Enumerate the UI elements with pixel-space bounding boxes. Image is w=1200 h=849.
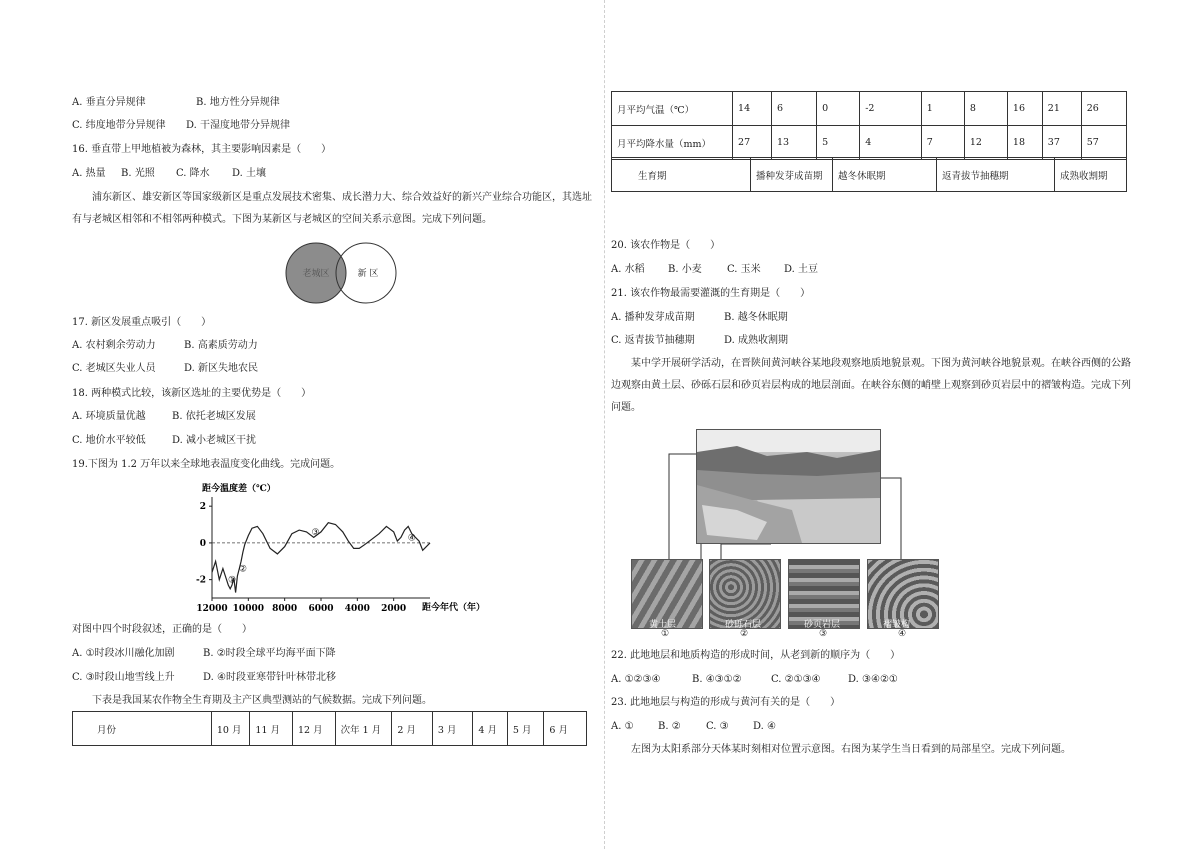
chart-series bbox=[212, 523, 430, 593]
table-cell: 57 bbox=[1081, 126, 1126, 160]
q16-option-c: C. 降水 bbox=[176, 168, 210, 179]
table-cell: 生育期 bbox=[612, 158, 751, 192]
q16-option-d: D. 土壤 bbox=[232, 168, 267, 179]
climate-table-part1 bbox=[72, 711, 587, 746]
right-column bbox=[611, 0, 1131, 849]
q20-option-a: A. 水稻 bbox=[611, 264, 645, 275]
q20-stem: 20. 该农作物是（ ） bbox=[611, 240, 721, 251]
table-row-precipitation bbox=[612, 126, 1127, 160]
q19-option-d: D. ④时段亚寒带针叶林带北移 bbox=[203, 672, 336, 683]
table-row-month bbox=[73, 712, 587, 746]
period-marker-1: ① bbox=[227, 575, 237, 586]
table-cell: -2 bbox=[860, 92, 922, 126]
table-cell: 越冬休眠期 bbox=[833, 158, 937, 192]
table-cell: 成熟收割期 bbox=[1055, 158, 1127, 192]
q16-option-a: A. 热量 bbox=[72, 168, 106, 179]
old-city-label: 老城区 bbox=[302, 269, 330, 279]
table-cell: 13 bbox=[772, 126, 817, 160]
chart-y-label: 距今温度差（℃） bbox=[202, 484, 276, 494]
q22-option-a: A. ①②③④ bbox=[611, 674, 661, 685]
q19-option-a: A. ①时段冰川融化加剧 bbox=[72, 648, 175, 659]
table-cell: 12 bbox=[964, 126, 1007, 160]
photo-number-1: ① bbox=[661, 629, 670, 639]
q23-option-d: D. ④ bbox=[753, 721, 776, 732]
period-marker-4: ④ bbox=[407, 533, 416, 544]
table-cell: 18 bbox=[1007, 126, 1042, 160]
table-cell: 4 月 bbox=[473, 712, 507, 746]
y-tick-label: -2 bbox=[196, 575, 206, 586]
q23-option-c: C. ③ bbox=[706, 721, 729, 732]
table-cell: 2 月 bbox=[392, 712, 433, 746]
q19-option-c: C. ③时段山地雪线上升 bbox=[72, 672, 175, 683]
q19-question: 对图中四个时段叙述，正确的是（ ） bbox=[72, 624, 252, 635]
table-cell: 月份 bbox=[73, 712, 212, 746]
table-cell: 27 bbox=[733, 126, 772, 160]
table-cell: 6 月 bbox=[544, 712, 587, 746]
photo-label-3: 砂页岩层 bbox=[804, 620, 841, 630]
table-cell: 7 bbox=[921, 126, 964, 160]
q18-stem: 18. 两种模式比较，该新区选址的主要优势是（ ） bbox=[72, 388, 312, 399]
table-cell: 37 bbox=[1042, 126, 1081, 160]
new-zone-label: 新 区 bbox=[357, 269, 379, 279]
x-tick-label: 12000 bbox=[196, 604, 228, 614]
left-column bbox=[72, 0, 592, 849]
q20-option-b: B. 小麦 bbox=[668, 264, 702, 275]
passage-new-zone: 浦东新区、雄安新区等国家级新区是重点发展技术密集、成长潜力大、综合效益好的新兴产业综合功能区，其选址有与老城区相邻和不相邻两种模式。下图为某新区与老城区的空间关系示意图。完成下列问题。 bbox=[72, 192, 592, 225]
photo-number-2: ② bbox=[740, 629, 749, 639]
photo-label-2: 砂砾石层 bbox=[725, 620, 762, 630]
q15-option-c: C. 纬度地带分异规律 bbox=[72, 120, 166, 131]
x-tick-label: 6000 bbox=[308, 604, 334, 614]
canyon-photo bbox=[696, 429, 881, 544]
table-cell: 月平均降水量（mm） bbox=[612, 126, 733, 160]
q18-option-d: D. 减小老城区干扰 bbox=[172, 435, 257, 446]
q23-option-a: A. ① bbox=[611, 721, 634, 732]
table-cell: 5 月 bbox=[507, 712, 543, 746]
q18-option-b: B. 依托老城区发展 bbox=[172, 411, 256, 422]
q17-stem: 17. 新区发展重点吸引（ ） bbox=[72, 317, 212, 328]
canyon-figure bbox=[631, 426, 913, 643]
q21-option-d: D. 成熟收割期 bbox=[724, 335, 789, 346]
q22-option-d: D. ③④②① bbox=[848, 674, 898, 685]
period-marker-3: ③ bbox=[311, 527, 320, 538]
q15-option-d: D. 干湿度地带分异规律 bbox=[186, 120, 291, 131]
q15-option-b: B. 地方性分异规律 bbox=[196, 97, 280, 108]
page-divider bbox=[604, 0, 605, 849]
q21-option-c: C. 返青拔节抽穗期 bbox=[611, 335, 695, 346]
photo-label-1: 黄土层 bbox=[649, 620, 677, 630]
q23-option-b: B. ② bbox=[658, 721, 681, 732]
q21-option-a: A. 播种发芽成苗期 bbox=[611, 312, 695, 323]
table-cell: 10 月 bbox=[211, 712, 250, 746]
q20-option-c: C. 玉米 bbox=[727, 264, 761, 275]
q18-option-c: C. 地价水平较低 bbox=[72, 435, 146, 446]
y-tick-label: 2 bbox=[199, 502, 206, 513]
table-cell: 12 月 bbox=[292, 712, 335, 746]
q17-option-d: D. 新区失地农民 bbox=[184, 363, 259, 374]
photo-number-4: ④ bbox=[898, 629, 907, 639]
q17-option-a: A. 农村剩余劳动力 bbox=[72, 340, 156, 351]
q17-option-c: C. 老城区失业人员 bbox=[72, 363, 156, 374]
q19-option-b: B. ②时段全球平均海平面下降 bbox=[203, 648, 336, 659]
photo-number-3: ③ bbox=[819, 629, 828, 639]
period-marker-2: ② bbox=[238, 564, 247, 575]
q23-stem: 23. 此地地层与构造的形成与黄河有关的是（ ） bbox=[611, 697, 841, 708]
temperature-chart bbox=[190, 478, 490, 618]
table-cell: 11 月 bbox=[250, 712, 293, 746]
table-cell: 8 bbox=[964, 92, 1007, 126]
q21-stem: 21. 该农作物最需要灌溉的生育期是（ ） bbox=[611, 288, 811, 299]
q22-option-b: B. ④③①② bbox=[692, 674, 742, 685]
chart-markers bbox=[228, 528, 416, 586]
table-cell: 0 bbox=[817, 92, 860, 126]
temperature-curve bbox=[212, 523, 430, 593]
q18-option-a: A. 环境质量优越 bbox=[72, 411, 146, 422]
table-cell: 返青拔节抽穗期 bbox=[937, 158, 1055, 192]
q21-option-b: B. 越冬休眠期 bbox=[724, 312, 788, 323]
table-cell: 26 bbox=[1081, 92, 1126, 126]
venn-diagram bbox=[282, 240, 402, 310]
q20-option-d: D. 土豆 bbox=[784, 264, 819, 275]
x-tick-label: 8000 bbox=[272, 604, 298, 614]
photo-label-4: 褶皱构造 bbox=[883, 620, 911, 643]
table-cell: 月平均气温（℃） bbox=[612, 92, 733, 126]
passage-solar-system: 左图为太阳系部分天体某时刻相对位置示意图。右图为某学生当日看到的局部星空。完成下列问题。 bbox=[631, 744, 1071, 755]
x-tick-label: 2000 bbox=[381, 604, 407, 614]
chart-x-label: 距今年代（年） bbox=[422, 603, 486, 613]
x-tick-label: 10000 bbox=[232, 604, 264, 614]
table-cell: 次年 1 月 bbox=[335, 712, 392, 746]
growth-period-table bbox=[611, 157, 1127, 192]
table-cell: 1 bbox=[921, 92, 964, 126]
table-row-growth bbox=[612, 158, 1127, 192]
table-cell: 21 bbox=[1042, 92, 1081, 126]
table-cell: 4 bbox=[860, 126, 922, 160]
chart-ticks bbox=[196, 502, 406, 614]
chart-axes bbox=[212, 497, 430, 598]
q17-option-b: B. 高素质劳动力 bbox=[184, 340, 258, 351]
table-row-temperature bbox=[612, 92, 1127, 126]
q22-stem: 22. 此地地层和地质构造的形成时间，从老到新的顺序为（ ） bbox=[611, 650, 901, 661]
q16-option-b: B. 光照 bbox=[121, 168, 155, 179]
q22-option-c: C. ②①③④ bbox=[771, 674, 821, 685]
q16-stem: 16. 垂直带上甲地植被为森林，其主要影响因素是（ ） bbox=[72, 144, 332, 155]
table-cell: 播种发芽成苗期 bbox=[751, 158, 833, 192]
table-intro: 下表是我国某农作物全生育期及主产区典型测站的气候数据。完成下列问题。 bbox=[92, 695, 432, 706]
table-cell: 3 月 bbox=[432, 712, 473, 746]
table-cell: 14 bbox=[733, 92, 772, 126]
x-tick-label: 4000 bbox=[344, 604, 370, 614]
climate-table-part2 bbox=[611, 91, 1127, 160]
q19-stem: 19.下图为 1.2 万年以来全球地表温度变化曲线。完成问题。 bbox=[72, 459, 341, 470]
canyon-photo-drawing bbox=[697, 430, 880, 543]
y-tick-label: 0 bbox=[199, 538, 206, 549]
table-cell: 6 bbox=[772, 92, 817, 126]
table-cell: 16 bbox=[1007, 92, 1042, 126]
table-cell: 5 bbox=[817, 126, 860, 160]
passage-yellow-river: 某中学开展研学活动，在晋陕间黄河峡谷某地段观察地质地貌景观。下图为黄河峡谷地貌景观。在峡谷西侧的公路边观察由黄土层、砂砾石层和砂页岩层构成的地层剖面。在峡谷东侧的峭壁上观察到砂页岩层中的褶皱构造。完成下列问题。 bbox=[611, 358, 1131, 413]
q15-option-a: A. 垂直分异规律 bbox=[72, 97, 146, 108]
